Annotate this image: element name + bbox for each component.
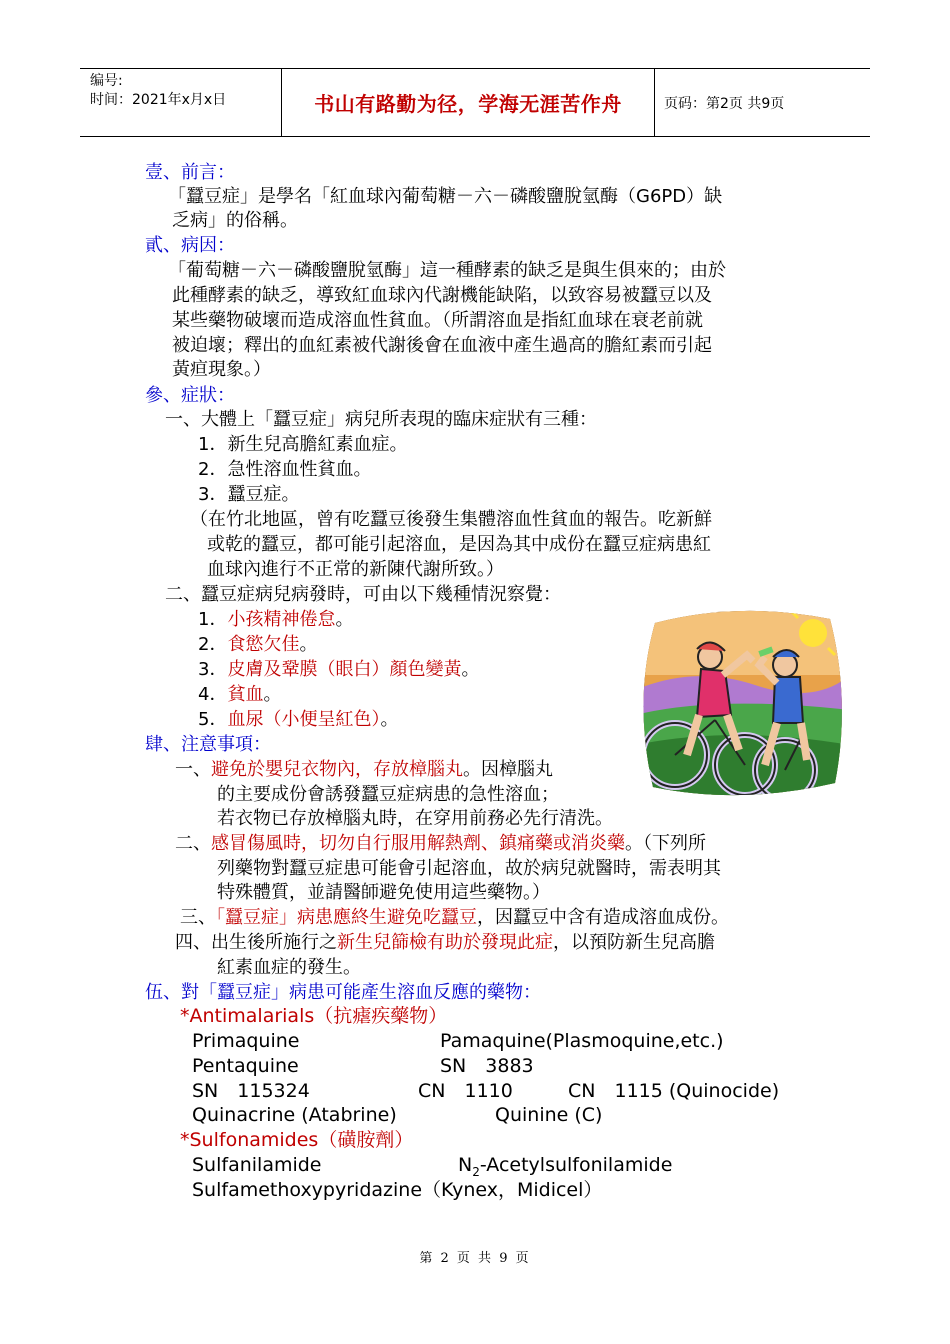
section-2-line-1: 「葡萄糖－六－磷酸鹽脫氫酶」這一種酵素的缺乏是與生俱來的；由於 — [168, 260, 726, 281]
sign-item: 5．血尿（小便呈紅色）。 — [198, 709, 399, 730]
section-2-line-3: 某些藥物破壞而造成溶血性貧血。（所謂溶血是指紅血球在衰老前就 — [172, 310, 703, 331]
signs-intro: 二、蠶豆症病兒病發時，可由以下幾種情況察覺： — [165, 584, 561, 605]
sign-item: 3．皮膚及鞏膜（眼白）顏色變黃。 — [198, 659, 480, 680]
section-1-heading: 壹、前言： — [145, 162, 235, 183]
drug-quinine: Quinine (C) — [495, 1104, 603, 1126]
sign-item: 4．貧血。 — [198, 684, 282, 705]
note-4-line-2: 紅素血症的發生。 — [217, 957, 361, 978]
note-1-line-2: 的主要成份會誘發蠶豆症病患的急性溶血； — [217, 784, 559, 805]
drug-primaquine: Primaquine — [192, 1030, 300, 1052]
note-3: 三、「蠶豆症」病患應終生避免吃蠶豆，因蠶豆中含有造成溶血成份。 — [180, 907, 729, 928]
header-page-info: 页码：第2页 共9页 — [664, 95, 785, 112]
sulfonamides-title: *Sulfonamides（磺胺劑） — [180, 1129, 414, 1151]
section-4-heading: 肆、注意事項： — [145, 734, 271, 755]
section-2-heading: 貳、病因： — [145, 235, 235, 256]
symptom-note-line-1: （在竹北地區，曾有吃蠶豆後發生集體溶血性貧血的報告。吃新鮮 — [190, 509, 712, 530]
note-2-line-2: 列藥物對蠶豆症患可能會引起溶血，故於病兒就醫時，需表明其 — [217, 858, 721, 879]
section-5-heading: 伍、對「蠶豆症」病患可能產生溶血反應的藥物： — [145, 982, 541, 1003]
section-1-line-2: 乏病」的俗稱。 — [172, 210, 298, 231]
symptom-3: 3．蠶豆症。 — [198, 484, 300, 505]
page-footer: 第 2 页 共 9 页 — [419, 1251, 531, 1266]
symptom-note-line-2: 或乾的蠶豆，都可能引起溶血，是因為其中成份在蠶豆症病患紅 — [207, 534, 711, 555]
section-2-line-4: 被迫壞；釋出的血紅素被代謝後會在血液中產生過高的膽紅素而引起 — [172, 335, 712, 356]
symptom-1: 1．新生兒高膽紅素血症。 — [198, 434, 408, 455]
header-motto: 书山有路勤为径，学海无涯苦作舟 — [282, 69, 655, 136]
drug-sn-115324: SN 115324 — [192, 1080, 310, 1102]
drug-cn-1115: CN 1115 (Quinocide) — [568, 1080, 780, 1102]
date-label: 时间：2021年x月x日 — [90, 92, 227, 108]
drug-sulfamethoxypyridazine: Sulfamethoxypyridazine（Kynex，Midicel） — [192, 1179, 603, 1201]
antimalarials-title: *Antimalarials（抗瘧疾藥物） — [180, 1005, 448, 1027]
note-2-line-3: 特殊體質，並請醫師避免使用這些藥物。） — [217, 882, 550, 903]
sign-item: 2．食慾欠佳。 — [198, 634, 318, 655]
symptom-note-line-3: 血球內進行不正常的新陳代謝所致。） — [207, 559, 504, 580]
note-4: 四、出生後所施行之新生兒篩檢有助於發現此症，以預防新生兒高膽 — [175, 932, 715, 953]
drug-quinacrine: Quinacrine (Atabrine) — [192, 1104, 397, 1126]
cyclists-clipart — [635, 605, 850, 800]
note-2: 二、感冒傷風時，切勿自行服用解熱劑、鎮痛藥或消炎藥。（下列所 — [175, 833, 706, 854]
section-1-line-1: 「蠶豆症」是學名「紅血球內葡萄糖－六－磷酸鹽脫氫酶（G6PD）缺 — [168, 186, 723, 207]
drug-acetylsulfonilamide: $N_2$-Acetylsulfonilamide — [458, 1154, 673, 1179]
number-label: 编号: — [90, 73, 123, 89]
section-2-line-5: 黃疸現象。） — [172, 359, 271, 380]
drug-sulfanilamide: Sulfanilamide — [192, 1154, 322, 1176]
drug-pamaquine: Pamaquine(Plasmoquine,etc.) — [440, 1030, 724, 1052]
note-1-line-3: 若衣物已存放樟腦丸時，在穿用前務必先行清洗。 — [217, 808, 613, 829]
drug-pentaquine: Pentaquine — [192, 1055, 299, 1077]
drug-sn-3883: SN 3883 — [440, 1055, 534, 1077]
note-1: 一、避免於嬰兒衣物內，存放樟腦丸。因樟腦丸 — [175, 759, 553, 780]
symptom-2: 2．急性溶血性貧血。 — [198, 459, 372, 480]
section-2-line-2: 此種酵素的缺乏，導致紅血球內代謝機能缺陷，以致容易被蠶豆以及 — [172, 285, 712, 306]
section-3-heading: 參、症狀： — [145, 385, 235, 406]
drug-cn-1110: CN 1110 — [418, 1080, 513, 1102]
sign-item: 1．小孩精神倦怠。 — [198, 609, 354, 630]
symptoms-intro: 一、大體上「蠶豆症」病兒所表現的臨床症狀有三種： — [165, 409, 597, 430]
